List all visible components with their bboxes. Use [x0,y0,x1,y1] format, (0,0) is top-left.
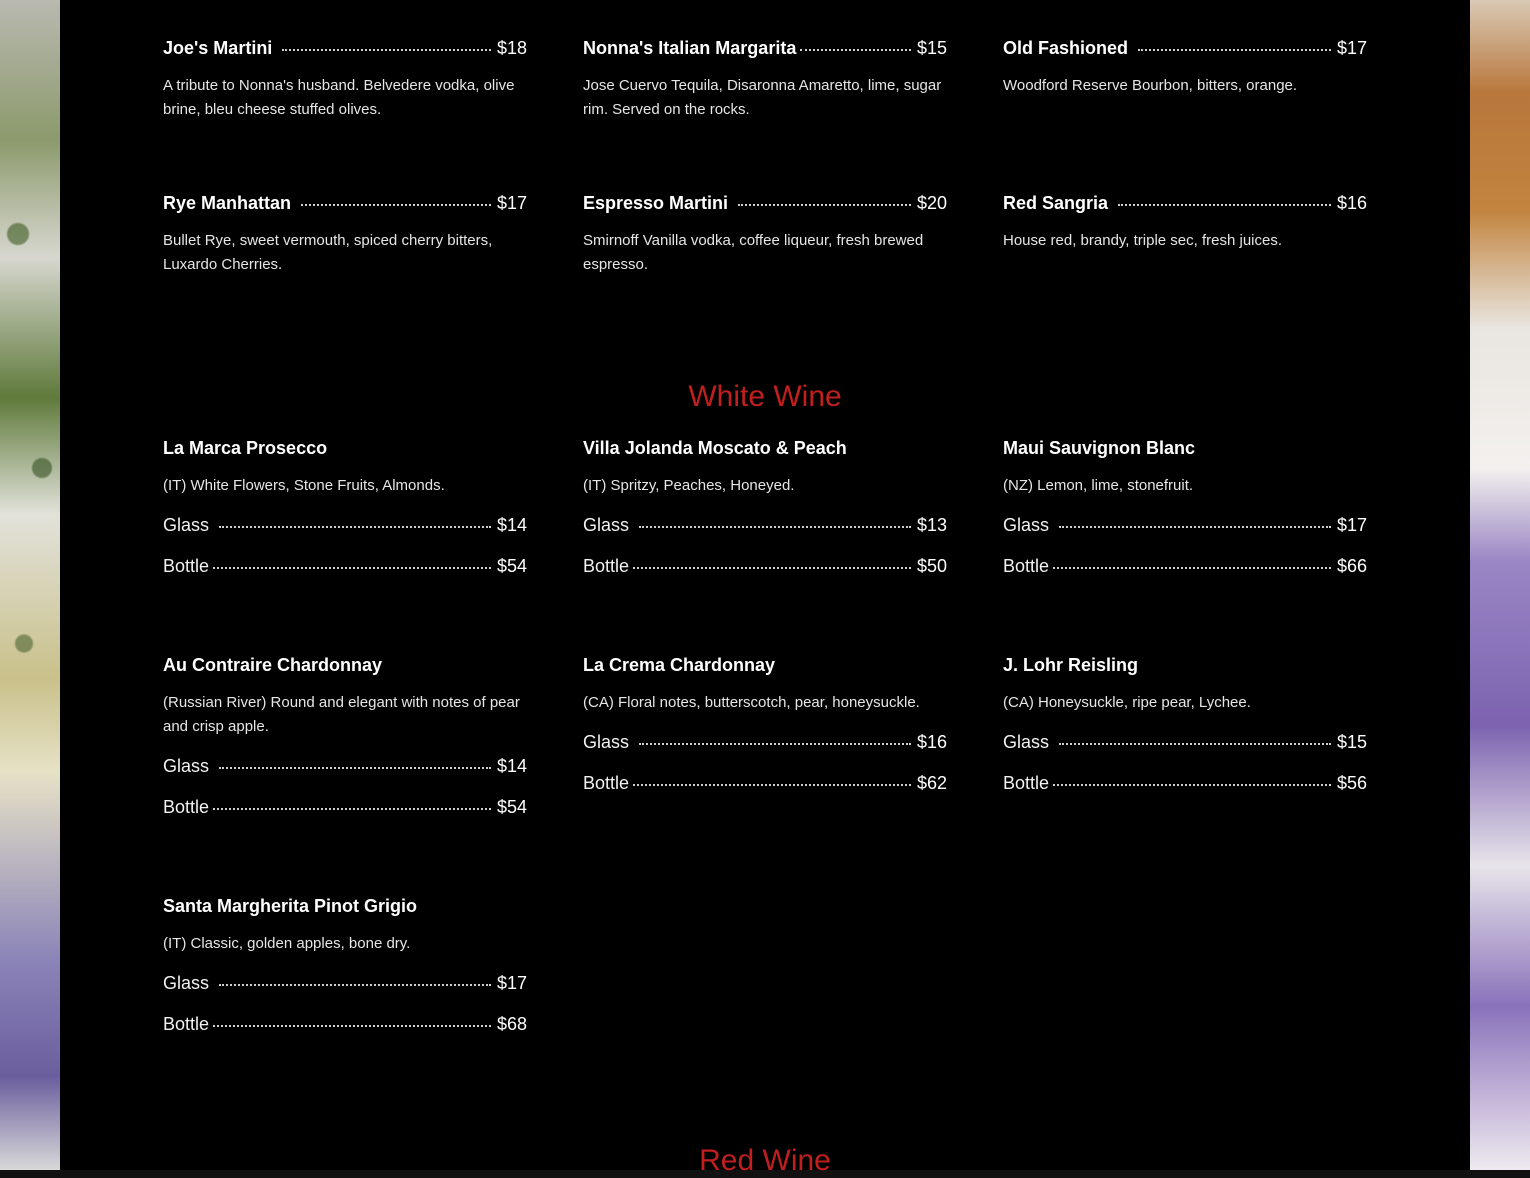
item-description: Woodford Reserve Bourbon, bitters, orange. [1003,77,1298,94]
section-title-white-wine: White Wine [688,380,842,413]
item-description: (Russian River) Round and elegant with notes of pear and crisp apple. [163,694,520,735]
wine-item-santa-margherita-pinot-grigio [163,896,527,1038]
menu-item-old-fashioned [1003,38,1367,98]
leader-dots [219,526,491,528]
leader-dots [1118,204,1331,206]
item-description: (IT) Classic, golden apples, bone dry. [163,935,411,952]
leader-dots [800,49,911,51]
bottle-price: $66 [1336,556,1367,576]
glass-price-row [1003,515,1367,539]
item-name: La Crema Chardonnay [583,655,776,675]
leader-dots [633,567,911,569]
bottle-price-row [163,556,527,580]
leader-dots [1053,784,1331,786]
menu-item-joes-martini [163,38,527,122]
leader-dots [639,743,911,745]
item-name: Santa Margherita Pinot Grigio [163,896,418,916]
item-name: Red Sangria [1003,193,1109,213]
wine-item-la-marca-prosecco [163,438,527,580]
bottle-price: $54 [496,556,527,576]
glass-price-row [583,515,947,539]
bottle-label: Bottle [163,1014,210,1034]
item-name: Maui Sauvignon Blanc [1003,438,1196,458]
item-description: Jose Cuervo Tequila, Disaronna Amaretto, lime, sugar rim. Served on the rocks. [583,77,942,118]
item-name: Joe's Martini [163,38,273,58]
section-title-red-wine: Red Wine [699,1144,831,1177]
bottle-price: $50 [916,556,947,576]
menu-item-red-sangria [1003,193,1367,253]
leader-dots [1059,526,1331,528]
item-price: $20 [916,193,947,213]
glass-label: Glass [163,515,210,535]
item-name: Nonna's Italian Margarita [583,38,797,58]
item-price: $15 [916,38,947,58]
glass-label: Glass [1003,732,1050,752]
bottle-price-row [163,1014,527,1038]
glass-price-row [163,515,527,539]
bottle-label: Bottle [1003,773,1050,793]
item-description: (CA) Floral notes, butterscotch, pear, honeysuckle. [583,694,920,711]
glass-price: $17 [1336,515,1367,535]
bottle-price: $54 [496,797,527,817]
bottle-label: Bottle [163,797,210,817]
glass-price-row [1003,732,1367,756]
menu-item-espresso-martini [583,193,947,277]
leader-dots [219,767,491,769]
bottle-label: Bottle [163,556,210,576]
bottle-price-row [1003,773,1367,797]
glass-price: $13 [916,515,947,535]
item-price: $17 [496,193,527,213]
background-photo-right [1470,0,1530,1170]
glass-price-row [163,973,527,997]
glass-price: $14 [496,756,527,776]
item-description: Smirnoff Vanilla vodka, coffee liqueur, fresh brewed espresso. [583,232,924,273]
item-description: (IT) White Flowers, Stone Fruits, Almonds. [163,477,445,494]
glass-price-row [583,732,947,756]
leader-dots [633,784,911,786]
item-description: (NZ) Lemon, lime, stonefruit. [1003,477,1194,494]
item-description: (IT) Spritzy, Peaches, Honeyed. [583,477,795,494]
wine-item-au-contraire-chardonnay [163,655,527,821]
leader-dots [213,567,491,569]
leader-dots [301,204,491,206]
leader-dots [639,526,911,528]
glass-price: $17 [496,973,527,993]
bottle-label: Bottle [583,556,630,576]
wine-item-villa-jolanda-moscato [583,438,947,580]
item-description: A tribute to Nonna's husband. Belvedere vodka, olive brine, bleu cheese stuffed olives. [163,77,515,118]
item-description: (CA) Honeysuckle, ripe pear, Lychee. [1003,694,1251,711]
wine-item-maui-sauvignon-blanc [1003,438,1367,580]
glass-label: Glass [583,732,630,752]
bottle-label: Bottle [1003,556,1050,576]
glass-label: Glass [163,973,210,993]
item-name: Rye Manhattan [163,193,292,213]
leader-dots [1138,49,1331,51]
menu-panel [60,0,1470,1177]
glass-label: Glass [163,756,210,776]
leader-dots [738,204,911,206]
glass-label: Glass [583,515,630,535]
menu-item-nonnas-italian-margarita [583,38,947,122]
item-name: Old Fashioned [1003,38,1129,58]
item-name: La Marca Prosecco [163,438,328,458]
leader-dots [213,808,491,810]
leader-dots [213,1025,491,1027]
glass-price: $15 [1336,732,1367,752]
item-description: Bullet Rye, sweet vermouth, spiced cherry bitters, Luxardo Cherries. [163,232,493,273]
wine-item-j-lohr-reisling [1003,655,1367,797]
bottle-price-row [1003,556,1367,580]
bottle-price: $68 [496,1014,527,1034]
glass-label: Glass [1003,515,1050,535]
item-name: Villa Jolanda Moscato & Peach [583,438,847,458]
bottle-label: Bottle [583,773,630,793]
item-price: $17 [1336,38,1367,58]
menu-item-rye-manhattan [163,193,527,277]
background-photo-left [0,0,60,1170]
leader-dots [219,984,491,986]
glass-price-row [163,756,527,780]
leader-dots [282,49,491,51]
bottle-price-row [583,773,947,797]
item-name: J. Lohr Reisling [1003,655,1139,675]
glass-price: $14 [496,515,527,535]
item-name: Au Contraire Chardonnay [163,655,383,675]
item-price: $18 [496,38,527,58]
leader-dots [1053,567,1331,569]
bottle-price-row [163,797,527,821]
glass-price: $16 [916,732,947,752]
bottle-price: $62 [916,773,947,793]
item-description: House red, brandy, triple sec, fresh juices. [1003,232,1283,249]
bottle-price-row [583,556,947,580]
leader-dots [1059,743,1331,745]
bottle-price: $56 [1336,773,1367,793]
item-price: $16 [1336,193,1367,213]
item-name: Espresso Martini [583,193,729,213]
wine-item-la-crema-chardonnay [583,655,947,797]
